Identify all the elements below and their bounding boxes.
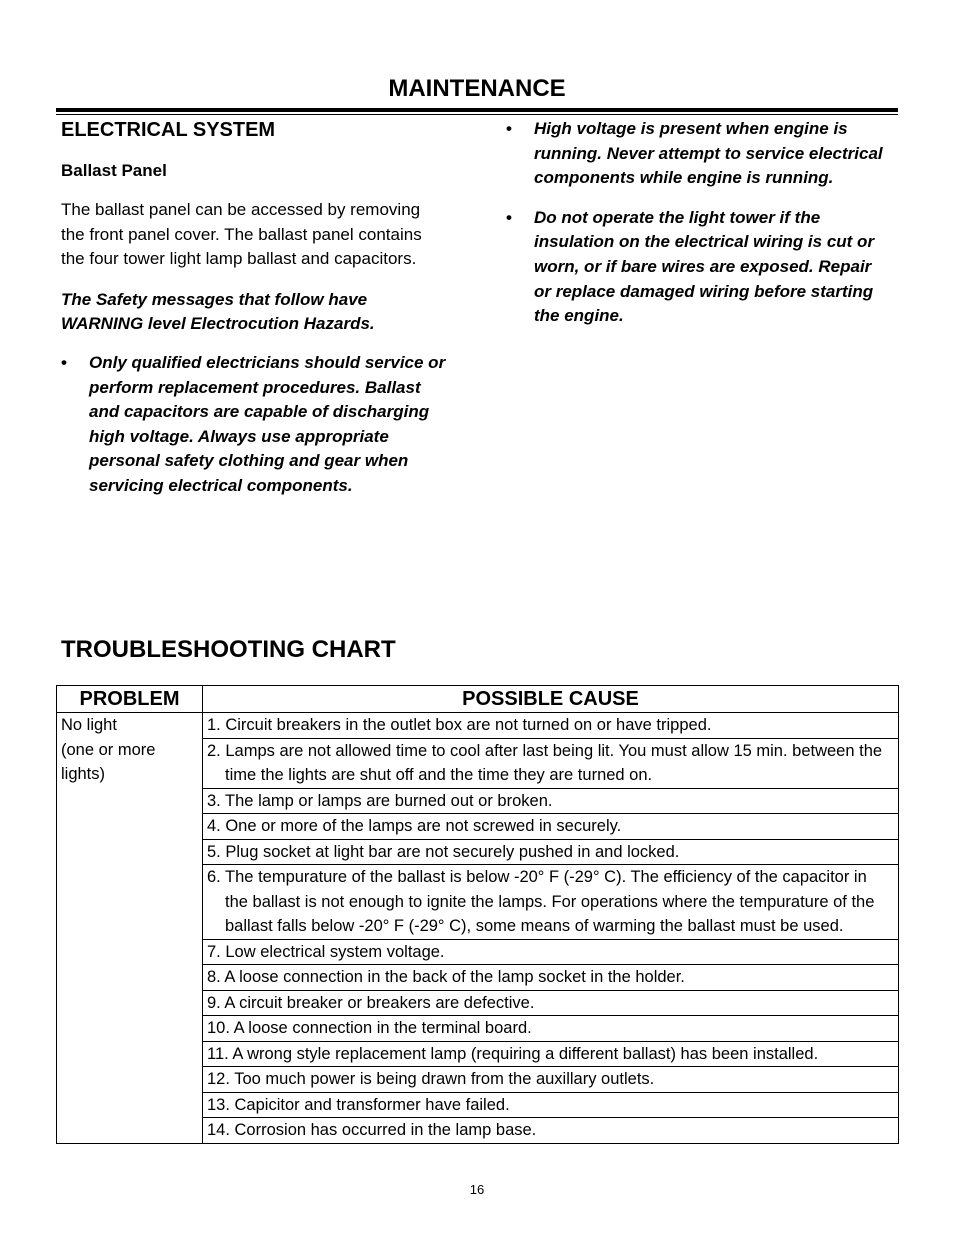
cause-cell [203, 713, 899, 739]
bullet-icon: • [506, 207, 512, 227]
cause-cell [203, 1118, 899, 1144]
cause-text: 6. The tempurature of the ballast is below -20° F (-29° C). The efficiency of the capacitor in the ballast is not enough to ignite the lamps. For operations where the tempurature of the ballast falls below -20° F (-29° C), some means of warming the ballast must be used. [207, 868, 875, 935]
problem-cell [57, 713, 203, 1144]
page-title: MAINTENANCE [388, 75, 566, 102]
cause-text: 9. A circuit breaker or breakers are defective. [207, 993, 535, 1012]
cause-cell [203, 1016, 899, 1042]
warning-bullet [61, 351, 446, 499]
cause-cell [203, 814, 899, 840]
troubleshooting-table [56, 685, 899, 1144]
warning-intro: The Safety messages that follow have WARNING level Electrocution Hazards. [61, 289, 375, 334]
title-rule-thin [56, 114, 898, 115]
ballast-panel-heading: Ballast Panel [61, 161, 167, 180]
electrical-system-heading: ELECTRICAL SYSTEM [61, 119, 276, 141]
cause-cell [203, 1092, 899, 1118]
cause-text: 13. Capicitor and transformer have failed. [207, 1095, 510, 1114]
table-header-row [57, 686, 899, 713]
warning-bullet-text: Only qualified electricians should service or perform replacement procedures. Ballast and capacitors are capable of discharging high voltage. Always use appropriate personal safety clothing and gear when servicing electrical components. [89, 352, 446, 495]
problem-column-header: PROBLEM [57, 686, 203, 713]
bullet-icon: • [61, 352, 67, 372]
warning-bullet [506, 206, 891, 329]
cause-cell [203, 1067, 899, 1093]
cause-text: 10. A loose connection in the terminal board. [207, 1019, 532, 1037]
ballast-panel-paragraph: The ballast panel can be accessed by removing the front panel cover. The ballast panel contains the four tower light lamp ballast and capacitors. [61, 200, 422, 269]
cause-text: 1. Circuit breakers in the outlet box are not turned on or have tripped. [207, 716, 712, 734]
page-number: 16 [469, 1182, 485, 1197]
cause-cell [203, 839, 899, 865]
cause-cell [203, 965, 899, 991]
warning-bullet-text: High voltage is present when engine is running. Never attempt to service electrical components while engine is running. [534, 119, 883, 188]
problem-line: lights) [61, 765, 106, 783]
cause-text: 4. One or more of the lamps are not screwed in securely. [207, 817, 622, 835]
right-column [506, 116, 891, 329]
problem-line: No light [61, 716, 117, 734]
problem-line: (one or more [61, 740, 156, 759]
warning-bullet-text: Do not operate the light tower if the insulation on the electrical wiring is cut or worn, or if bare wires are exposed. Repair or replace damaged wiring before starting the engine. [534, 207, 875, 326]
cause-cell [203, 738, 899, 788]
troubleshooting-title: TROUBLESHOOTING CHART [61, 636, 396, 663]
cause-text: 2. Lamps are not allowed time to cool after last being lit. You must allow 15 min. between the time the lights are shut off and the time they are turned on. [207, 741, 883, 784]
cause-text: 14. Corrosion has occurred in the lamp base. [207, 1121, 537, 1139]
cause-cell [203, 865, 899, 940]
title-rule-thick [56, 108, 898, 112]
bullet-icon: • [506, 119, 512, 138]
left-column [61, 116, 446, 499]
table-row [57, 713, 899, 739]
cause-text: 11. A wrong style replacement lamp (requiring a different ballast) has been installed. [207, 1044, 819, 1063]
cause-cell [203, 939, 899, 965]
cause-text: 12. Too much power is being drawn from the auxillary outlets. [207, 1070, 655, 1088]
cause-text: 8. A loose connection in the back of the lamp socket in the holder. [207, 968, 685, 986]
cause-cell [203, 990, 899, 1016]
cause-text: 5. Plug socket at light bar are not securely pushed in and locked. [207, 842, 680, 861]
cause-text: 3. The lamp or lamps are burned out or broken. [207, 791, 553, 810]
cause-cell [203, 1041, 899, 1067]
possible-cause-column-header: POSSIBLE CAUSE [203, 686, 899, 713]
cause-text: 7. Low electrical system voltage. [207, 942, 445, 961]
cause-cell [203, 788, 899, 814]
warning-bullet [506, 117, 891, 191]
